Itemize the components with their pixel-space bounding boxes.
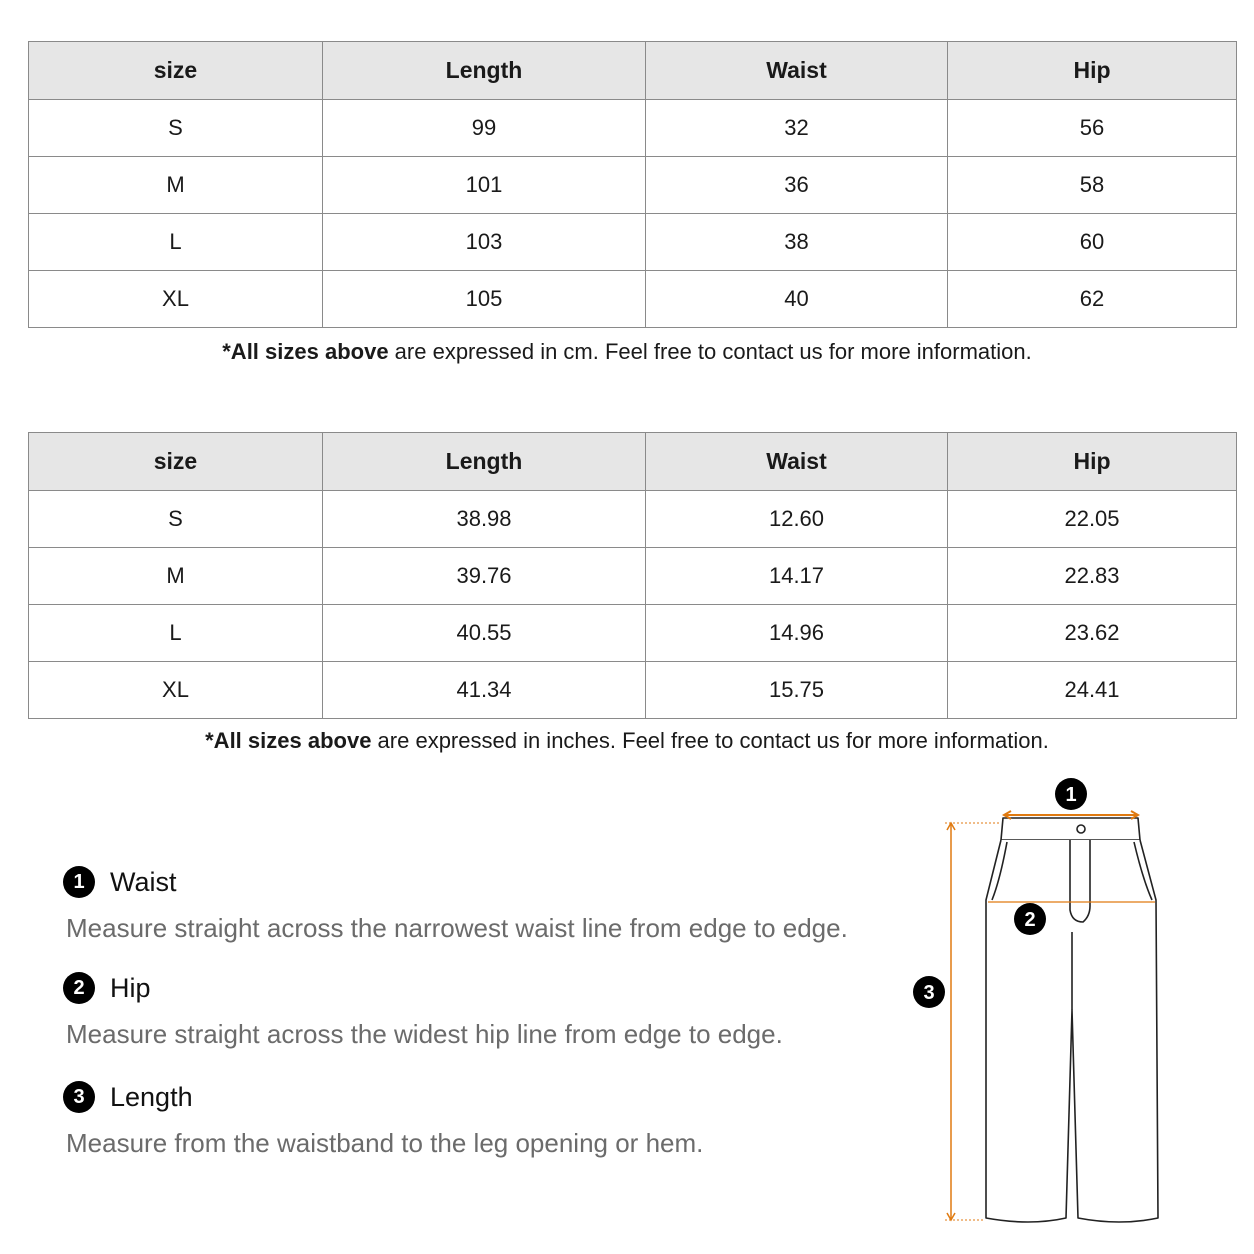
cell-length: 39.76 <box>323 548 646 605</box>
marker-3-icon <box>913 976 945 1008</box>
cell-waist: 12.60 <box>646 491 948 548</box>
size-table-inches <box>28 432 1237 719</box>
number-badge-icon: 1 <box>63 866 95 898</box>
pants-outline-icon <box>986 818 1158 1222</box>
cell-hip: 24.41 <box>948 662 1237 719</box>
table-row <box>29 605 1237 662</box>
header-size: size <box>29 433 323 491</box>
table-row <box>29 271 1237 328</box>
cell-length: 38.98 <box>323 491 646 548</box>
header-length: Length <box>323 42 646 100</box>
guide-length <box>63 1081 703 1159</box>
unit-note-inches <box>0 728 1254 754</box>
number-badge-icon: 3 <box>63 1081 95 1113</box>
cell-size: L <box>29 605 323 662</box>
cell-length: 40.55 <box>323 605 646 662</box>
marker-3-label: 3 <box>923 982 935 1004</box>
table-header-row <box>29 433 1237 491</box>
header-waist: Waist <box>646 433 948 491</box>
table-row <box>29 662 1237 719</box>
cell-size: M <box>29 157 323 214</box>
marker-1-label: 1 <box>1065 784 1077 806</box>
note-text: are expressed in inches. Feel free to contact us for more information. <box>371 728 1049 753</box>
guide-waist <box>63 866 848 944</box>
cell-length: 99 <box>323 100 646 157</box>
cell-waist: 40 <box>646 271 948 328</box>
guide-length-description: Measure from the waistband to the leg opening or hem. <box>66 1128 704 1158</box>
header-size: size <box>29 42 323 100</box>
header-length: Length <box>323 433 646 491</box>
cell-length: 101 <box>323 157 646 214</box>
header-hip: Hip <box>948 433 1237 491</box>
cell-waist: 14.96 <box>646 605 948 662</box>
guide-length-title: Length <box>110 1081 193 1112</box>
cell-size: S <box>29 100 323 157</box>
cell-waist: 38 <box>646 214 948 271</box>
note-bold: *All sizes above <box>205 728 372 753</box>
cell-size: XL <box>29 271 323 328</box>
cell-hip: 62 <box>948 271 1237 328</box>
size-table-cm <box>28 41 1237 328</box>
cell-waist: 36 <box>646 157 948 214</box>
guide-hip-heading <box>63 972 783 1004</box>
table-row <box>29 100 1237 157</box>
cell-hip: 23.62 <box>948 605 1237 662</box>
cell-hip: 58 <box>948 157 1237 214</box>
marker-2-label: 2 <box>1024 909 1036 931</box>
header-waist: Waist <box>646 42 948 100</box>
note-bold: *All sizes above <box>222 339 389 364</box>
cell-waist: 14.17 <box>646 548 948 605</box>
guide-waist-title: Waist <box>110 866 177 897</box>
cell-length: 105 <box>323 271 646 328</box>
table-row <box>29 214 1237 271</box>
guide-hip-title: Hip <box>110 972 151 1003</box>
cell-length: 41.34 <box>323 662 646 719</box>
cell-size: M <box>29 548 323 605</box>
table-row <box>29 548 1237 605</box>
table-header-row <box>29 42 1237 100</box>
note-text: are expressed in cm. Feel free to contact us for more information. <box>388 339 1032 364</box>
number-badge-icon: 2 <box>63 972 95 1004</box>
cell-hip: 22.83 <box>948 548 1237 605</box>
marker-1-icon <box>1055 778 1087 810</box>
table-row <box>29 157 1237 214</box>
header-hip: Hip <box>948 42 1237 100</box>
cell-size: S <box>29 491 323 548</box>
cell-hip: 22.05 <box>948 491 1237 548</box>
cell-hip: 56 <box>948 100 1237 157</box>
guide-hip-description: Measure straight across the widest hip line from edge to edge. <box>66 1019 783 1049</box>
guide-length-heading <box>63 1081 703 1113</box>
cell-size: XL <box>29 662 323 719</box>
cell-waist: 32 <box>646 100 948 157</box>
cell-hip: 60 <box>948 214 1237 271</box>
pants-diagram <box>900 770 1200 1240</box>
guide-waist-heading <box>63 866 848 898</box>
cell-waist: 15.75 <box>646 662 948 719</box>
unit-note-cm <box>0 339 1254 365</box>
marker-2-icon <box>1014 903 1046 935</box>
table-row <box>29 491 1237 548</box>
cell-size: L <box>29 214 323 271</box>
cell-length: 103 <box>323 214 646 271</box>
guide-waist-description: Measure straight across the narrowest waist line from edge to edge. <box>66 913 848 943</box>
guide-hip <box>63 972 783 1050</box>
